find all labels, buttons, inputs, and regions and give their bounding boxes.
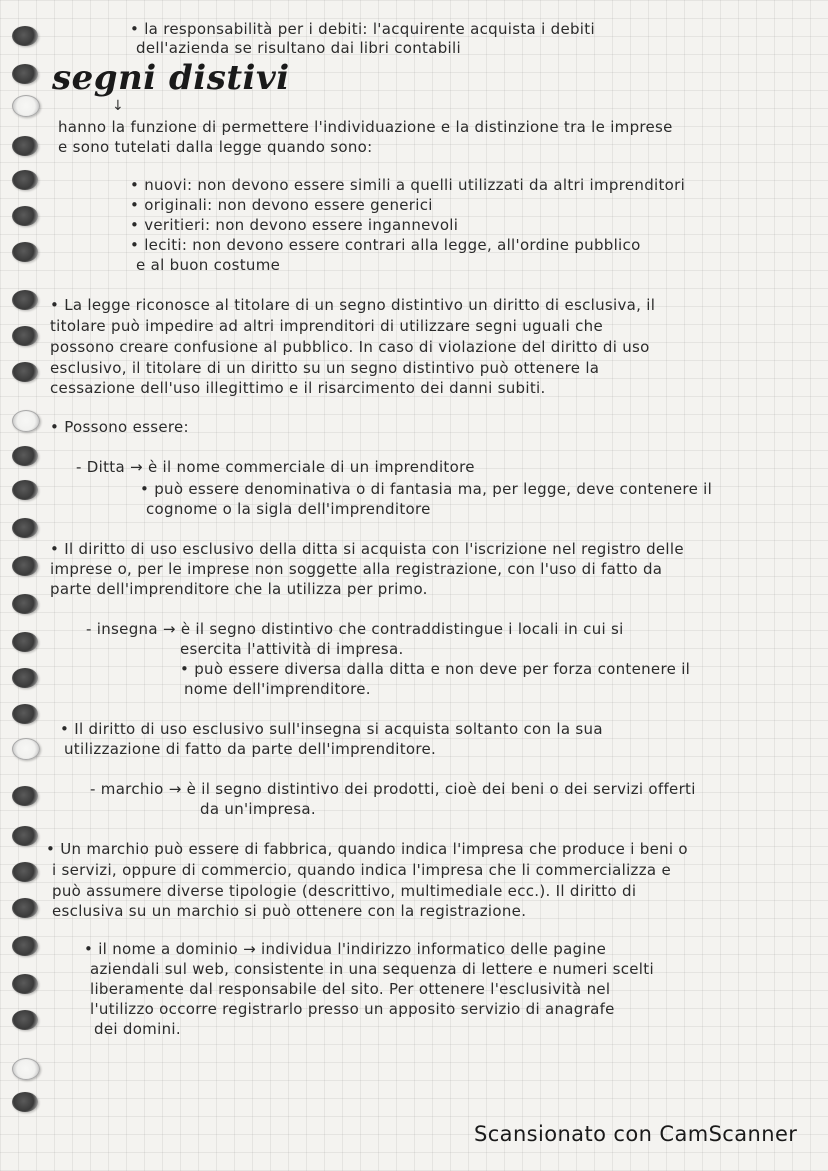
binder-hole [12,362,38,382]
binder-hole [12,936,38,956]
text-line: • Il diritto di uso esclusivo della ditta si acquista con l'iscrizione nel registro delle [50,540,684,558]
text-line: • Un marchio può essere di fabbrica, quando indica l'impresa che produce i beni o [46,840,688,858]
text-line: hanno la funzione di permettere l'individuazione e la distinzione tra le imprese [58,118,673,136]
text-line: • Il diritto di uso esclusivo sull'insegna si acquista soltanto con la sua [60,720,603,738]
list-item: l'utilizzo occorre registrarlo presso un apposito servizio di anagrafe [90,1000,615,1018]
binder-hole [12,668,38,688]
list-item: • originali: non devono essere generici [130,196,433,214]
list-item: da un'impresa. [200,800,316,818]
text-line: • la responsabilità per i debiti: l'acquirente acquista i debiti [130,20,595,38]
binder-hole [12,974,38,994]
text-line: utilizzazione di fatto da parte dell'imprenditore. [64,740,437,758]
binder-hole [12,410,40,432]
binder-hole [12,738,40,760]
binder-hole [12,206,38,226]
text-line: parte dell'imprenditore che la utilizza per primo. [50,580,428,598]
text-line: i servizi, oppure di commercio, quando indica l'impresa che li commercializza e [52,861,671,879]
binder-holes [12,0,52,1171]
text-line: imprese o, per le imprese non soggette alla registrazione, con l'uso di fatto da [50,560,663,578]
list-item: liberamente dal responsabile del sito. Per ottenere l'esclusività nel [90,980,611,998]
binder-hole [12,1010,38,1030]
text-line: • La legge riconosce al titolare di un segno distintivo un diritto di esclusiva, il [50,296,656,314]
binder-hole [12,136,38,156]
binder-hole [12,1092,38,1112]
list-item: • leciti: non devono essere contrari alla legge, all'ordine pubblico [130,236,641,254]
binder-hole [12,826,38,846]
text-line: esclusiva su un marchio si può ottenere con la registrazione. [52,902,527,920]
list-item: - insegna → è il segno distintivo che contraddistingue i locali in cui si [86,620,624,638]
binder-hole [12,518,38,538]
list-item: cognome o la sigla dell'imprenditore [146,500,431,518]
text-line: possono creare confusione al pubblico. In caso di violazione del diritto di uso [50,338,650,356]
list-item: nome dell'imprenditore. [184,680,371,698]
binder-hole [12,898,38,918]
binder-hole [12,242,38,262]
binder-hole [12,170,38,190]
list-item: e al buon costume [136,256,281,274]
binder-hole [12,326,38,346]
text-line: • Possono essere: [50,418,189,436]
text-line: esclusivo, il titolare di un diritto su un segno distintivo può ottenere la [50,359,600,377]
list-item: - marchio → è il segno distintivo dei prodotti, cioè dei beni o dei servizi offerti [90,780,696,798]
binder-hole [12,446,38,466]
list-item: • veritieri: non devono essere ingannevoli [130,216,459,234]
list-item: - Ditta → è il nome commerciale di un imprenditore [76,458,475,476]
binder-hole [12,862,38,882]
down-arrow-icon: ↓ [112,98,124,114]
list-item: • nuovi: non devono essere simili a quelli utilizzati da altri imprenditori [130,176,686,194]
binder-hole [12,704,38,724]
text-line: titolare può impedire ad altri imprenditori di utilizzare segni uguali che [50,317,604,335]
binder-hole [12,26,38,46]
binder-hole [12,786,38,806]
list-item: • può essere diversa dalla ditta e non deve per forza contenere il [180,660,691,678]
list-item: dei domini. [94,1020,181,1038]
binder-hole [12,556,38,576]
binder-hole [12,64,38,84]
text-line: può assumere diverse tipologie (descrittivo, multimediale ecc.). Il diritto di [52,882,637,900]
list-item: • può essere denominativa o di fantasia ma, per legge, deve contenere il [140,480,713,498]
list-item: aziendali sul web, consistente in una sequenza di lettere e numeri scelti [90,960,654,978]
binder-hole [12,1058,40,1080]
binder-hole [12,480,38,500]
binder-hole [12,632,38,652]
binder-hole [12,95,40,117]
list-item: esercita l'attività di impresa. [180,640,404,658]
list-item: • il nome a dominio → individua l'indirizzo informatico delle pagine [84,940,607,958]
section-heading: segni distivi [52,58,290,98]
text-line: cessazione dell'uso illegittimo e il risarcimento dei danni subiti. [50,379,546,397]
text-line: e sono tutelati dalla legge quando sono: [58,138,373,156]
text-line: dell'azienda se risultano dai libri contabili [136,39,461,57]
binder-hole [12,290,38,310]
camscanner-watermark: Scansionato con CamScanner [474,1122,798,1146]
binder-hole [12,594,38,614]
